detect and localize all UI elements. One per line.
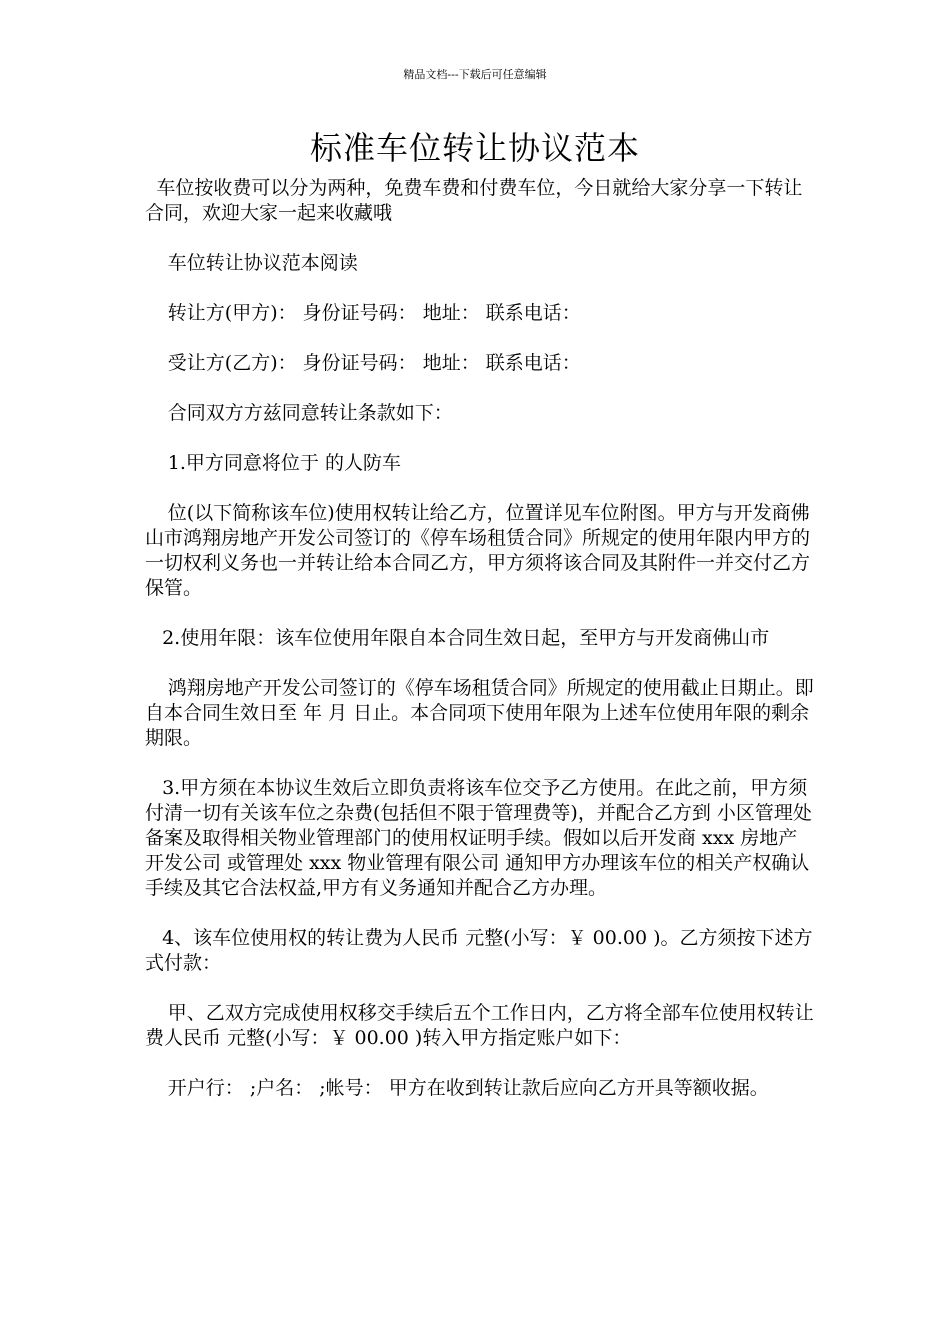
clause-1-body: 位(以下简称该车位)使用权转让给乙方，位置详见车位附图。甲方与开发商佛山市鸿翔房地产开发公司签订的《停车场租赁合同》所规定的使用年限内甲方的一切权利义务也一并转让给本合同乙方，甲方须将该合同及其附件一并交付乙方保管。 <box>145 502 811 599</box>
document-title: 标准车位转让协议范本 <box>309 129 640 167</box>
clause-2-line: 2.使用年限：该车位使用年限自本合同生效日起，至甲方与开发商佛山市 <box>162 627 770 649</box>
section-heading: 车位转让协议范本阅读 <box>167 252 358 274</box>
bank-account-line: 开户行： ;户名： ;帐号： 甲方在收到转让款后应向乙方开具等额收据。 <box>167 1077 769 1099</box>
terms-intro: 合同双方方兹同意转让条款如下： <box>167 402 453 424</box>
page-header-note: 精品文档---下载后可任意编辑 <box>403 68 547 81</box>
party-b-line: 受让方(乙方)： 身份证号码： 地址： 联系电话： <box>167 352 581 374</box>
intro-paragraph: 车位按收费可以分为两种，免费车费和付费车位，今日就给大家分享一下转让合同，欢迎大家一起来收藏哦 <box>145 177 803 224</box>
payment-terms: 甲、乙双方完成使用权移交手续后五个工作日内，乙方将全部车位使用权转让费人民币 元整(小写：￥ 00.00 )转入甲方指定账户如下： <box>145 1002 814 1049</box>
party-a-line: 转让方(甲方)： 身份证号码： 地址： 联系电话： <box>167 302 581 324</box>
document-body <box>145 176 815 1101</box>
clause-1-line: 1.甲方同意将位于 的人防车 <box>167 452 401 474</box>
clause-3: 3.甲方须在本协议生效后立即负责将该车位交予乙方使用。在此之前，甲方须付清一切有关该车位之杂费(包括但不限于管理费等)，并配合乙方到 小区管理处备案及取得相关物业管理部门的使用权证明手续。假如以后开发商 xxx 房地产开发公司 或管理处 xxx 物业管理有限公司 通知甲方办理该车位的相关产权确认手续及其它合法权益,甲方有义务通知并配合乙方办理。 <box>145 777 812 899</box>
clause-2-body: 鸿翔房地产开发公司签订的《停车场租赁合同》所规定的使用截止日期止。即自本合同生效日至 年 月 日止。本合同项下使用年限为上述车位使用年限的剩余期限。 <box>145 677 814 749</box>
clause-4: 4、该车位使用权的转让费为人民币 元整(小写：￥ 00.00 )。乙方须按下述方式付款： <box>145 927 813 974</box>
